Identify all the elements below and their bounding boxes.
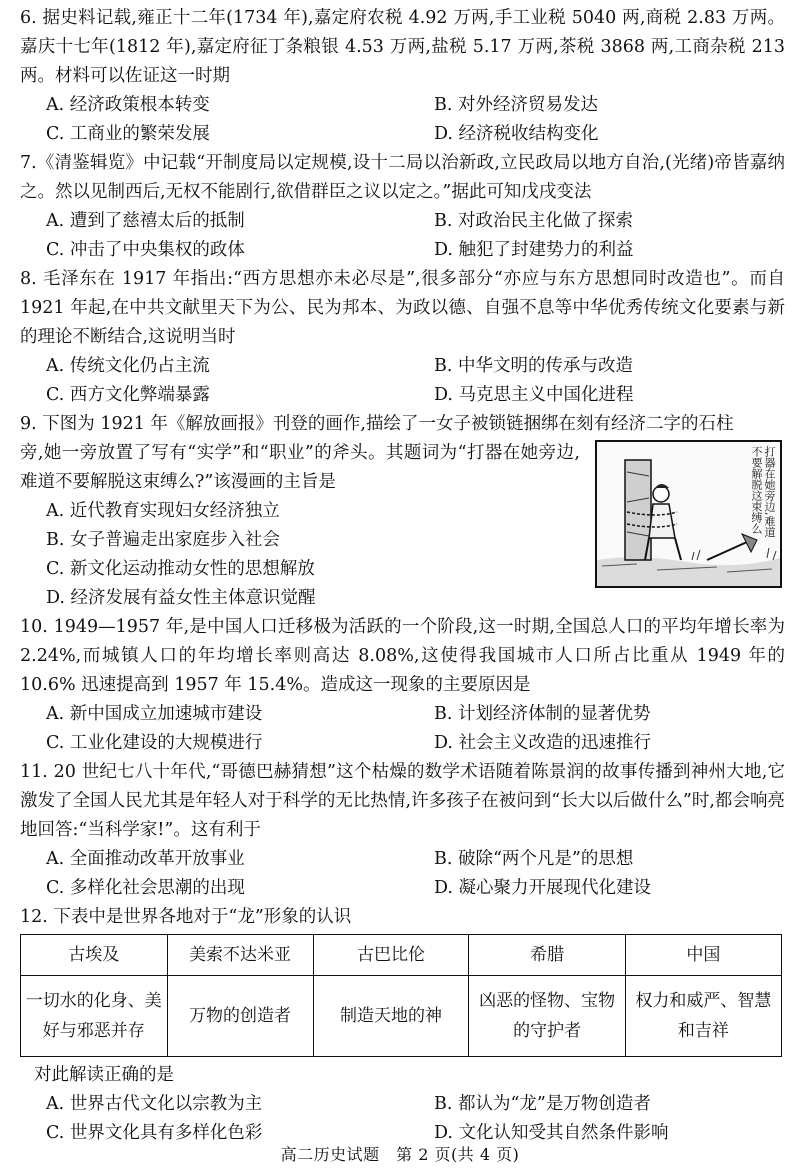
option-b: B. 中华文明的传承与改造 <box>434 356 633 376</box>
option-b: B. 计划经济体制的显著优势 <box>434 704 651 724</box>
option-d: D. 触犯了封建势力的利益 <box>434 240 634 260</box>
question-6 <box>20 4 785 149</box>
question-12-options <box>20 1090 785 1148</box>
question-10-options <box>20 700 785 758</box>
question-12-prompt: 对此解读正确的是 <box>34 1065 174 1085</box>
question-12 <box>20 903 785 1148</box>
option-a: A. 遭到了慈禧太后的抵制 <box>46 211 245 231</box>
option-c: C. 冲击了中央集权的政体 <box>46 240 245 260</box>
question-9-stem-rest: 旁,她一旁放置了写有“实学”和“职业”的斧头。其题词为“打器在她旁边,难道不要解脱这束缚么?”该漫画的主旨是 <box>20 443 580 492</box>
table-cell: 权力和威严、智慧和吉祥 <box>625 976 781 1057</box>
page-footer: 高二历史试题 第 2 页(共 4 页) <box>280 1145 520 1164</box>
table-header-cell: 希腊 <box>469 935 625 976</box>
question-11-options <box>20 845 785 903</box>
question-10-stem: 10. 1949—1957 年,是中国人口迁移极为活跃的一个阶段,这一时期,全国总人口的平均年增长率为 2.24%,而城镇人口的年均增长率则高达 8.08%,这使得我国城市人口所占比重从 1949 年的 10.6% 迅速提高到 1957 年 15.4%。造成这一现象的主要原因是 <box>20 617 785 695</box>
option-c: C. 世界文化具有多样化色彩 <box>46 1123 263 1143</box>
option-d: D. 经济发展有益女性主体意识觉醒 <box>46 588 316 608</box>
option-d: D. 社会主义改造的迅速推行 <box>434 733 652 753</box>
option-a: A. 经济政策根本转变 <box>46 95 210 115</box>
question-9-stem-line1: 9. 下图为 1921 年《解放画报》刊登的画作,描绘了一女子被锁链捆绑在刻有经济二字的石柱 <box>20 414 734 434</box>
table-row <box>21 976 782 1057</box>
option-c: C. 工商业的繁荣发展 <box>46 124 210 144</box>
option-a: A. 近代教育实现妇女经济独立 <box>46 501 280 521</box>
option-a: A. 新中国成立加速城市建设 <box>46 704 263 724</box>
question-8-stem: 8. 毛泽东在 1917 年指出:“西方思想亦未必尽是”,很多部分“亦应与东方思想同时改造也”。而自 1921 年起,在中共文献里天下为公、民为邦本、为政以德、自强不息等中华优秀传统文化要素与新的理论不断结合,这说明当时 <box>20 269 785 347</box>
question-7-stem: 7.《清鉴辑览》中记载“开制度局以定规模,设十二局以治新政,立民政局以地方自治,(光绪)帝皆嘉纳之。然以见制西后,无权不能剧行,欲借群臣之议以定之。”据此可知戊戌变法 <box>20 153 785 202</box>
option-a: A. 世界古代文化以宗教为主 <box>46 1094 263 1114</box>
liberation-cartoon-image <box>595 440 782 588</box>
table-header-cell: 美索不达米亚 <box>167 935 313 976</box>
question-12-stem: 12. 下表中是世界各地对于“龙”形象的认识 <box>20 907 352 927</box>
table-header-row <box>21 935 782 976</box>
option-c: C. 西方文化弊端暴露 <box>46 385 210 405</box>
option-a: A. 传统文化仍占主流 <box>46 356 210 376</box>
table-cell: 制造天地的神 <box>313 976 469 1057</box>
question-6-stem: 6. 据史料记载,雍正十二年(1734 年),嘉定府农税 4.92 万两,手工业税 5040 两,商税 2.83 万两。嘉庆十七年(1812 年),嘉定府征丁条粮银 4.53 万两,盐税 5.17 万两,茶税 3868 两,工商杂税 213 两。材料可以佐证这一时期 <box>20 8 785 86</box>
question-7 <box>20 149 785 265</box>
question-10 <box>20 613 785 758</box>
option-b: B. 女子普遍走出家庭步入社会 <box>46 530 280 550</box>
option-d: D. 经济税收结构变化 <box>434 124 599 144</box>
table-header-cell: 古埃及 <box>21 935 168 976</box>
question-11 <box>20 758 785 903</box>
option-b: B. 都认为“龙”是万物创造者 <box>434 1094 651 1114</box>
option-a: A. 全面推动改革开放事业 <box>46 849 245 869</box>
option-b: B. 对政治民主化做了探索 <box>434 211 633 231</box>
table-cell: 凶恶的怪物、宝物的守护者 <box>469 976 625 1057</box>
question-11-stem: 11. 20 世纪七八十年代,“哥德巴赫猜想”这个枯燥的数学术语随着陈景润的故事传播到神州大地,它激发了全国人民尤其是年轻人对于科学的无比热情,许多孩子在被问到“长大以后做什么”时,都会响亮地回答:“当科学家!”。这有利于 <box>20 762 785 840</box>
option-c: C. 多样化社会思潮的出现 <box>46 878 245 898</box>
question-7-options <box>20 207 785 265</box>
option-b: B. 对外经济贸易发达 <box>434 95 598 115</box>
option-c: C. 新文化运动推动女性的思想解放 <box>46 559 315 579</box>
dragon-perception-table <box>20 934 782 1057</box>
option-c: C. 工业化建设的大规模进行 <box>46 733 263 753</box>
question-6-options <box>20 91 785 149</box>
option-d: D. 马克思主义中国化进程 <box>434 385 634 405</box>
option-d: D. 凝心聚力开展现代化建设 <box>434 878 652 898</box>
option-d: D. 文化认知受其自然条件影响 <box>434 1123 669 1143</box>
table-header-cell: 中国 <box>625 935 781 976</box>
table-header-cell: 古巴比伦 <box>313 935 469 976</box>
question-8-options <box>20 352 785 410</box>
option-b: B. 破除“两个凡是”的思想 <box>434 849 634 869</box>
question-8 <box>20 265 785 410</box>
question-9-options <box>20 497 580 613</box>
cartoon-caption: 打器在她旁边,难道不要解脱这束缚么 <box>750 446 776 538</box>
table-cell: 一切水的化身、美好与邪恶并存 <box>21 976 168 1057</box>
table-cell: 万物的创造者 <box>167 976 313 1057</box>
